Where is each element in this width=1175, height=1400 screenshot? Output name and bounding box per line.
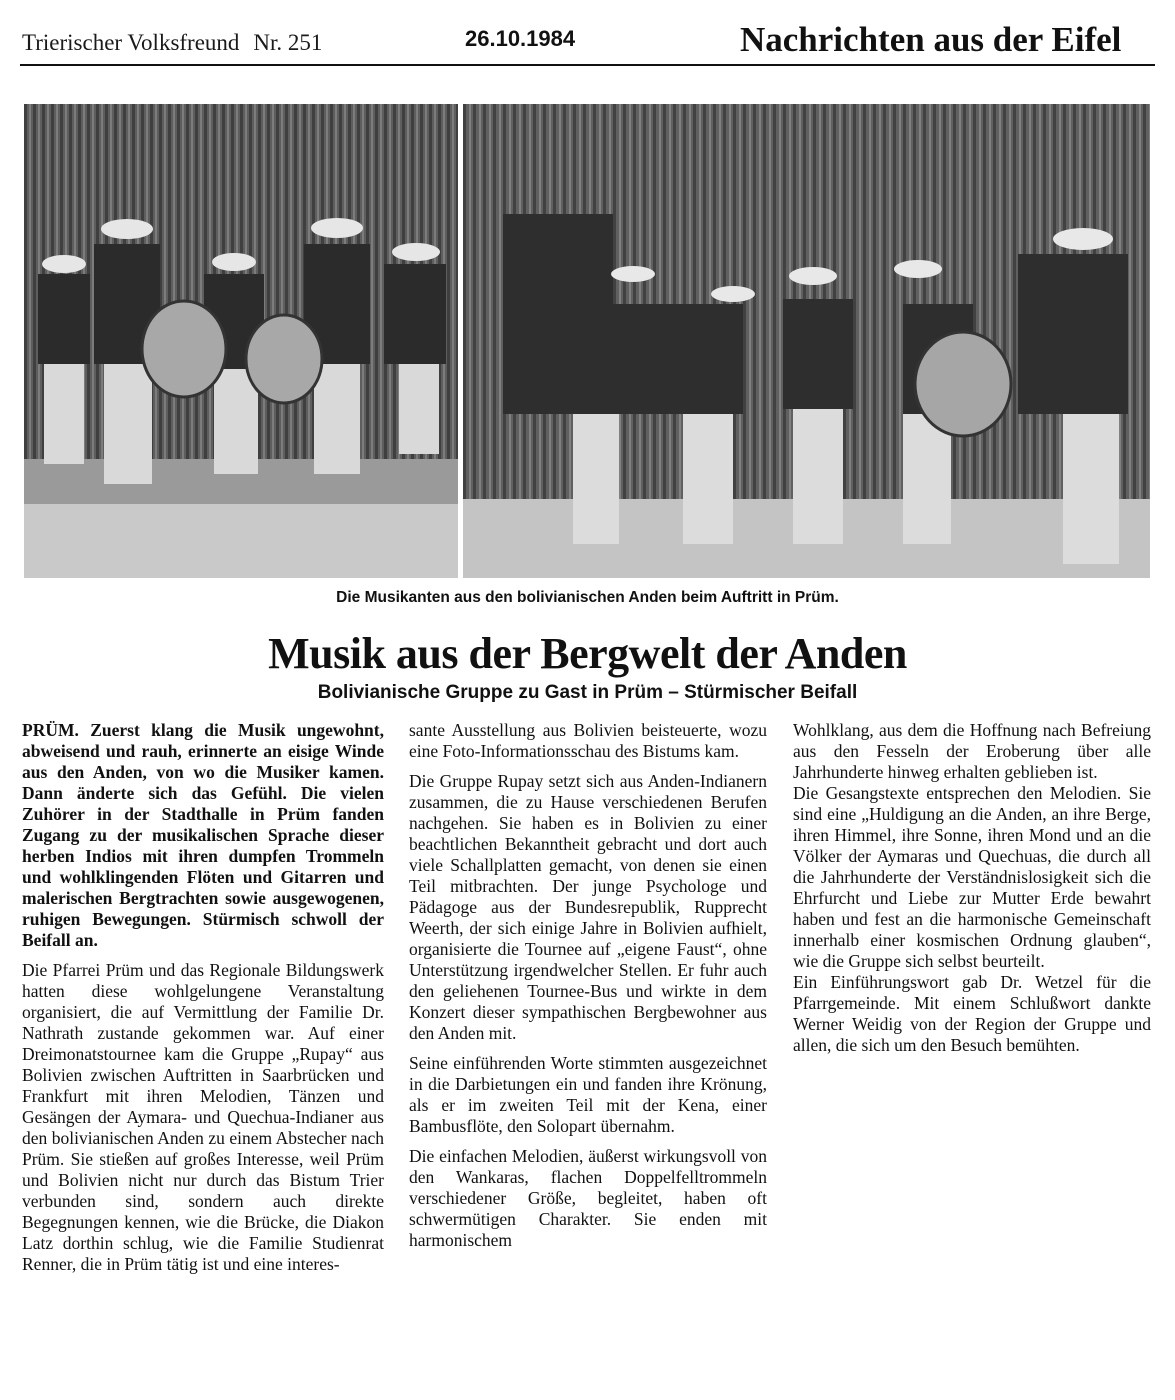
article-paragraph: Die einfachen Melodien, äußerst wirkungsvoll von den Wankaras, flachen Doppelfelltrommeln verschiedener Größe, begleitet, haben oft schwermütigen Charakter. Sie enden mit harmonischem (409, 1146, 767, 1250)
article-paragraph: Ein Einführungswort gab Dr. Wetzel für die Pfarrgemeinde. Mit einem Schlußwort dankte Werner Weidig von der Region der Gruppe und allen, die sich um den Besuch bemühten. (793, 972, 1151, 1055)
issue-number: Nr. 251 (253, 30, 323, 55)
section-title: Nachrichten aus der Eifel (740, 20, 1122, 59)
article-paragraph: sante Ausstellung aus Bolivien beisteuerte, wozu eine Foto-Informationsschau des Bistums kam. (409, 720, 767, 761)
article-paragraph: Die Pfarrei Prüm und das Regionale Bildungswerk hatten diese wohlgelungene Veranstaltung organisiert, die auf Vermittlung der Familie Dr. Nathrath zustande gekommen war. Auf einer Dreimonatstournee kam die Gruppe „Rupay“ aus Bolivien zwischen Auftritten in Saarbrücken und Frankfurt mit ihren Melodien, Tänzen und Gesängen der Aymara- und Quechua-Indianer aus den bolivianischen Anden zu einem Abstecher nach Prüm. Sie stießen auf großes Interesse, weil Prüm und Bolivien nicht nur durch das Bistum Trier verbunden sind, sondern auch direkte Begegnungen kennen, wie die Brücke, die Diakon Latz dorthin schlug, wie die Familie Studienrat Renner, die in Prüm tätig ist und eine interes- (22, 960, 384, 1274)
article-column-2 (409, 720, 767, 1260)
article-column-3 (793, 720, 1151, 1065)
masthead-divider (20, 64, 1155, 66)
issue-date: 26.10.1984 (465, 26, 576, 51)
article-subheadline: Bolivianische Gruppe zu Gast in Prüm – Stürmischer Beifall (317, 682, 858, 703)
masthead-paper-issue (22, 30, 322, 56)
article-paragraph: Seine einführenden Worte stimmten ausgezeichnet in die Darbietungen ein und fanden ihre Krönung, als er im zweiten Teil mit der Kena, einer Bambusflöte, den Solopart übernahm. (409, 1053, 767, 1136)
article-lead-paragraph: PRÜM. Zuerst klang die Musik ungewohnt, abweisend und rauh, erinnerte an eisige Winde aus den Anden, von wo die Musiker kamen. Dann änderte sich das Gefühl. Die vielen Zuhörer in der Stadthalle in Prüm fanden Zugang zu der musikalischen Sprache dieser herben Indios mit ihren dumpfen Trommeln und wohlklingenden Flöten und Gitarren und malerischen Bergtrachten sowie ausgewogenen, ruhigen Bewegungen. Stürmisch schwoll der Beifall an. (22, 720, 384, 950)
photo-caption: Die Musikanten aus den bolivianischen Anden beim Auftritt in Prüm. (336, 589, 839, 606)
photo-drummers (24, 104, 458, 578)
article-paragraph: Wohlklang, aus dem die Hoffnung nach Befreiung aus den Fesseln der Eroberung über alle Jahrhunderte hinweg erhalten geblieben ist. (793, 720, 1151, 782)
article-column-1 (22, 720, 384, 1284)
newspaper-name: Trierischer Volksfreund (22, 30, 240, 55)
article-headline: Musik aus der Bergwelt der Anden (268, 629, 907, 678)
article-paragraph: Die Gruppe Rupay setzt sich aus Anden-Indianern zusammen, die zu Hause verschiedenen Berufen nachgehen. Sie haben es in Bolivien zu einer beachtlichen Bekanntheit gebracht und dort auch viele Schallplatten gemacht, von denen sie einen Teil mitbrachten. Der junge Psychologe und Pädagoge aus der Bundesrepublik, Rupprecht Weerth, der sich einige Jahre in Bolivien aufhielt, organisierte die Tournee auf „eigene Faust“, ohne Unterstützung irgendwelcher Stellen. Er fuhr auch den geliehenen Tournee-Bus und wirkte in dem Konzert dieser sympathischen Bergbewohner aus den Anden mit. (409, 771, 767, 1043)
photo-flute-player (463, 104, 1150, 578)
article-paragraph: Die Gesangstexte entsprechen den Melodien. Sie sind eine „Huldigung an die Anden, an ihre Berge, ihren Himmel, ihre Sonne, ihren Mond und an die Völker der Aymaras und Quechuas, die durch all die Jahrhunderte der Verständnislosigkeit sich die Ehrfurcht und Liebe zur Mutter Erde bewahrt haben und fest an die harmonische Gemeinschaft innerhalb einer kosmischen Ordnung glauben“, wie die Gruppe sich selbst beurteilt. (793, 783, 1151, 971)
